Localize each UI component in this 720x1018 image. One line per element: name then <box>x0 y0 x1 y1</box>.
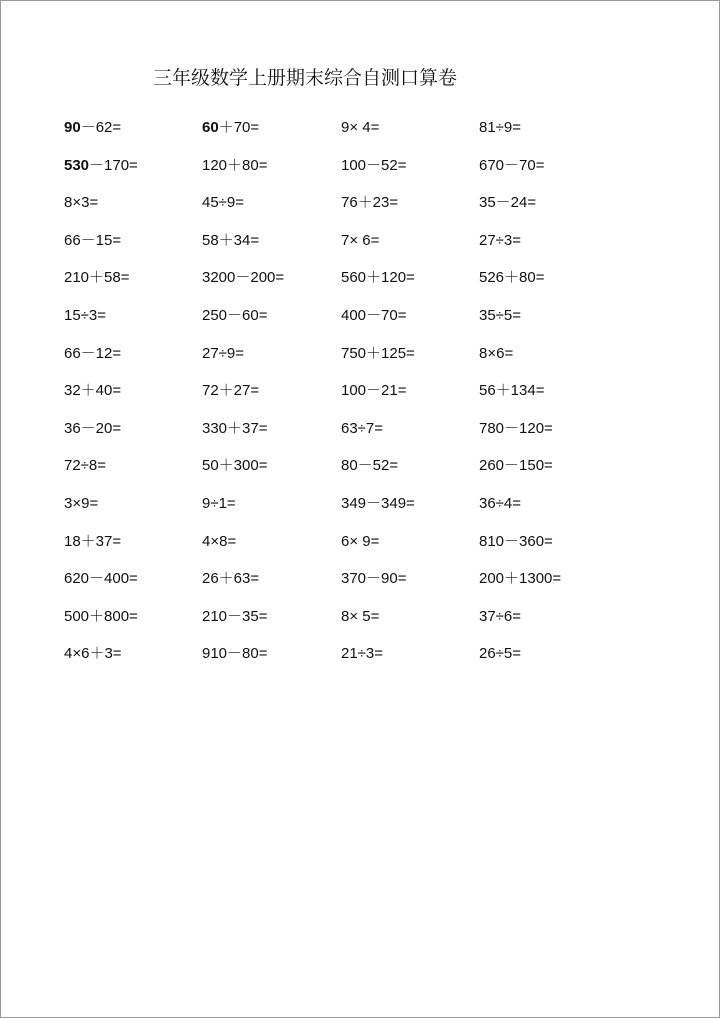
arithmetic-problem <box>479 569 561 589</box>
arithmetic-problem <box>341 569 406 589</box>
arithmetic-problem <box>64 306 106 326</box>
problem-row <box>64 156 664 194</box>
problem-row <box>64 193 664 231</box>
arithmetic-problem <box>202 494 236 514</box>
problem-row <box>64 306 664 344</box>
problem-row <box>64 532 664 570</box>
problem-text: 810－360= <box>479 532 553 550</box>
page-title: 三年级数学上册期末综合自测口算卷 <box>153 67 458 89</box>
problem-row <box>64 118 664 156</box>
problem-text: 620－400= <box>64 570 138 588</box>
arithmetic-problem <box>202 456 267 476</box>
arithmetic-problem <box>64 569 138 589</box>
arithmetic-problem <box>202 156 267 176</box>
arithmetic-problem <box>64 607 138 627</box>
problem-text: 37÷6= <box>479 607 522 625</box>
problem-text: 8× 5= <box>341 607 380 625</box>
problem-text: 210－35= <box>202 607 268 625</box>
arithmetic-problem <box>341 381 406 401</box>
arithmetic-problem <box>64 118 121 138</box>
problem-text: 15÷3= <box>64 306 107 324</box>
arithmetic-problem <box>202 569 259 589</box>
problem-text: 910－80= <box>202 645 268 663</box>
problem-text: 560＋120= <box>341 269 415 287</box>
arithmetic-problem <box>479 494 521 514</box>
arithmetic-problem <box>341 494 415 514</box>
problem-text: 9× 4= <box>341 119 380 136</box>
problem-bold-part: 60 <box>202 119 219 136</box>
problem-text: 66－15= <box>64 231 122 249</box>
arithmetic-problem <box>202 532 236 552</box>
arithmetic-problem <box>479 193 536 213</box>
problem-text: 63÷7= <box>341 419 384 437</box>
problem-text: 780－120= <box>479 419 553 437</box>
arithmetic-problem <box>202 231 259 251</box>
problem-text: 120＋80= <box>202 156 268 174</box>
problem-text: 330＋37= <box>202 419 268 437</box>
problem-text: 26÷5= <box>479 645 522 663</box>
arithmetic-problem <box>64 456 106 476</box>
arithmetic-problem <box>479 381 544 401</box>
arithmetic-problem <box>479 306 521 326</box>
problem-text: 80－52= <box>341 457 399 475</box>
problem-text: 8×6= <box>479 344 514 362</box>
arithmetic-problem <box>202 118 259 138</box>
problem-text: 100－52= <box>341 156 407 174</box>
problem-text: －170= <box>89 156 138 174</box>
problem-row <box>64 231 664 269</box>
problem-text: 32＋40= <box>64 382 122 400</box>
arithmetic-problem <box>64 494 98 514</box>
arithmetic-problem <box>64 193 98 213</box>
problem-bold-part: 90 <box>64 119 81 136</box>
arithmetic-problem <box>202 381 259 401</box>
problem-row <box>64 569 664 607</box>
problem-text: 8×3= <box>64 194 99 212</box>
problem-text: 35－24= <box>479 194 537 212</box>
problem-row <box>64 494 664 532</box>
problem-text: 76＋23= <box>341 194 399 212</box>
problem-text: 100－21= <box>341 382 407 400</box>
problem-text: ＋70= <box>218 119 260 136</box>
arithmetic-problem <box>341 306 406 326</box>
problem-row <box>64 419 664 457</box>
arithmetic-problem <box>64 532 121 552</box>
arithmetic-problem <box>64 381 121 401</box>
problem-grid <box>64 118 664 682</box>
arithmetic-problem <box>341 607 379 627</box>
arithmetic-problem <box>341 193 398 213</box>
problem-text: 50＋300= <box>202 457 268 475</box>
arithmetic-problem <box>479 344 513 364</box>
problem-text: 250－60= <box>202 306 268 324</box>
arithmetic-problem <box>64 156 138 176</box>
arithmetic-problem <box>202 644 267 664</box>
arithmetic-problem <box>341 344 415 364</box>
problem-text: 66－12= <box>64 344 122 362</box>
arithmetic-problem <box>64 344 121 364</box>
arithmetic-problem <box>479 268 544 288</box>
arithmetic-problem <box>202 419 267 439</box>
arithmetic-problem <box>479 419 553 439</box>
arithmetic-problem <box>202 193 244 213</box>
arithmetic-problem <box>479 156 544 176</box>
arithmetic-problem <box>341 156 406 176</box>
problem-text: 27÷9= <box>202 344 245 362</box>
problem-row <box>64 268 664 306</box>
arithmetic-problem <box>479 456 553 476</box>
arithmetic-problem <box>341 118 379 138</box>
problem-text: 35÷5= <box>479 306 522 324</box>
problem-text: 9÷1= <box>202 494 236 512</box>
problem-row <box>64 607 664 645</box>
problem-text: 500＋800= <box>64 607 138 625</box>
problem-text: 4×6＋3= <box>64 645 122 663</box>
arithmetic-problem <box>202 607 267 627</box>
problem-text: 58＋34= <box>202 231 260 249</box>
problem-text: 4×8= <box>202 532 237 550</box>
problem-row <box>64 381 664 419</box>
problem-text: 6× 9= <box>341 532 380 550</box>
arithmetic-problem <box>341 231 379 251</box>
problem-text: －62= <box>80 119 122 136</box>
problem-text: 750＋125= <box>341 344 415 362</box>
problem-text: 56＋134= <box>479 382 545 400</box>
arithmetic-problem <box>64 231 121 251</box>
problem-text: 260－150= <box>479 457 553 475</box>
problem-text: 210＋58= <box>64 269 130 287</box>
problem-text: 3200－200= <box>202 269 285 287</box>
problem-text: 81÷9= <box>479 119 522 136</box>
arithmetic-problem <box>64 644 122 664</box>
arithmetic-problem <box>64 419 121 439</box>
problem-text: 72＋27= <box>202 382 260 400</box>
arithmetic-problem <box>341 268 415 288</box>
problem-text: 670－70= <box>479 156 545 174</box>
problem-bold-part: 530 <box>64 156 90 174</box>
problem-text: 370－90= <box>341 570 407 588</box>
arithmetic-problem <box>479 607 521 627</box>
problem-text: 45÷9= <box>202 194 245 212</box>
arithmetic-problem <box>341 644 383 664</box>
arithmetic-problem <box>341 456 398 476</box>
problem-row <box>64 344 664 382</box>
arithmetic-problem <box>341 532 379 552</box>
arithmetic-problem <box>202 268 284 288</box>
problem-text: 3×9= <box>64 494 99 512</box>
problem-text: 7× 6= <box>341 231 380 249</box>
problem-text: 349－349= <box>341 494 415 512</box>
problem-text: 27÷3= <box>479 231 522 249</box>
problem-row <box>64 456 664 494</box>
arithmetic-problem <box>202 344 244 364</box>
problem-text: 26＋63= <box>202 570 260 588</box>
arithmetic-problem <box>479 532 553 552</box>
arithmetic-problem <box>202 306 267 326</box>
arithmetic-problem <box>479 231 521 251</box>
problem-text: 200＋1300= <box>479 570 562 588</box>
problem-text: 18＋37= <box>64 532 122 550</box>
arithmetic-problem <box>479 118 521 138</box>
problem-text: 526＋80= <box>479 269 545 287</box>
problem-text: 72÷8= <box>64 457 107 475</box>
problem-text: 36÷4= <box>479 494 522 512</box>
problem-text: 400－70= <box>341 306 407 324</box>
arithmetic-problem <box>479 644 521 664</box>
arithmetic-problem <box>341 419 383 439</box>
problem-text: 21÷3= <box>341 645 384 663</box>
arithmetic-problem <box>64 268 129 288</box>
problem-text: 36－20= <box>64 419 122 437</box>
problem-row <box>64 644 664 682</box>
